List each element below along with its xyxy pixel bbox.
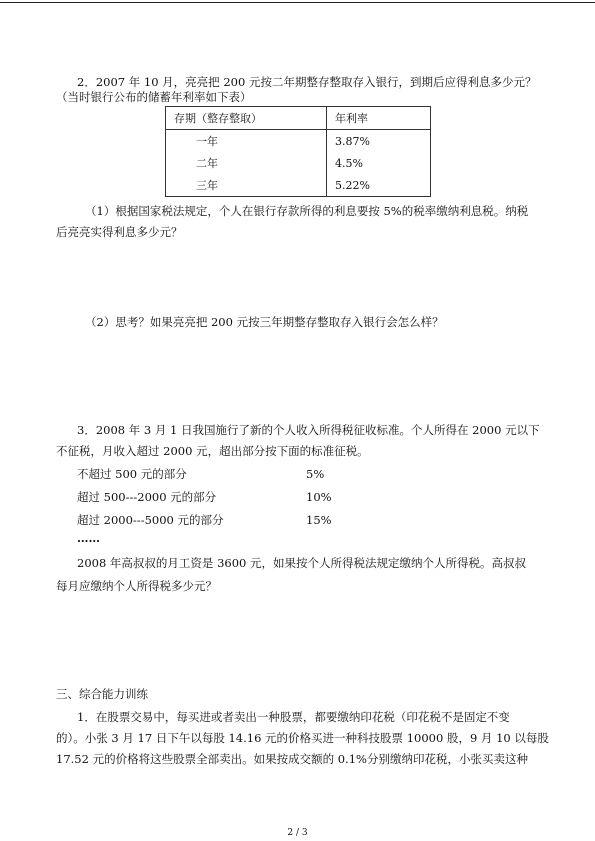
- section3-q1-line2: 的）。小张 3 月 17 日下午以每股 14.16 元的价格买进一种科技股票 10000 股，9 月 10 以每股: [56, 731, 549, 745]
- q2-stem-line2: （当时银行公布的储蓄年利率如下表）: [56, 90, 252, 104]
- table-cell: 3.87%: [327, 130, 431, 153]
- table-header-row: [166, 107, 431, 130]
- q3-stem-line2: 不征税，月收入超过 2000 元，超出部分按下面的标准征税。: [56, 444, 369, 458]
- q3-stem-line1: 3．2008 年 3 月 1 日我国施行了新的个人收入所得税征收标准。个人所得在 2000 元以下: [77, 423, 540, 437]
- table-cell: 二年: [166, 152, 327, 174]
- q3-question-line1: 2008 年高叔叔的月工资是 3600 元，如果按个人所得税法规定缴纳个人所得税。高叔叔: [77, 556, 526, 570]
- tax-bracket-rate: 5%: [306, 467, 325, 481]
- table-row: [166, 130, 431, 153]
- table-row: [166, 174, 431, 197]
- tax-bracket-range: 超过 2000---5000 元的部分: [77, 513, 224, 527]
- tax-bracket-ellipsis: ……: [77, 531, 100, 545]
- section-heading: 三、综合能力训练: [56, 687, 148, 701]
- section3-q1-line1: 1．在股票交易中，每买进或者卖出一种股票，都要缴纳印花税（印花税不是固定不变: [77, 710, 510, 724]
- table-header-cell: 年利率: [327, 107, 431, 130]
- q2-sub1-line1: （1）根据国家税法规定，个人在银行存款所得的利息要按 5%的税率缴纳利息税。纳税: [85, 204, 529, 218]
- tax-bracket-range: 超过 500---2000 元的部分: [77, 490, 217, 504]
- table-row: [166, 152, 431, 174]
- q2-sub2: （2）思考？如果亮亮把 200 元按三年期整存整取存入银行会怎么样？: [85, 315, 444, 329]
- table-cell: 三年: [166, 174, 327, 197]
- table-cell: 5.22%: [327, 174, 431, 197]
- interest-rate-table: [165, 106, 431, 197]
- tax-bracket-rate: 10%: [306, 490, 332, 504]
- table-cell: 4.5%: [327, 152, 431, 174]
- q2-stem-line1: 2．2007 年 10 月，亮亮把 200 元按二年期整存整取存入银行，到期后应得利息多少元？: [77, 75, 537, 89]
- tax-bracket-range: 不超过 500 元的部分: [77, 467, 187, 481]
- tax-bracket-rate: 15%: [306, 513, 332, 527]
- q2-sub1-line2: 后亮亮实得利息多少元？: [56, 225, 183, 239]
- section3-q1-line3: 17.52 元的价格将这些股票全部卖出。如果按成交额的 0.1%分别缴纳印花税，小张买卖这种: [56, 752, 528, 766]
- page-number: 2 / 3: [287, 828, 308, 838]
- table-header-cell: 存期（整存整取）: [166, 107, 327, 130]
- q3-question-line2: 每月应缴纳个人所得税多少元？: [56, 579, 217, 593]
- header-rule: [0, 2, 595, 3]
- table-cell: 一年: [166, 130, 327, 153]
